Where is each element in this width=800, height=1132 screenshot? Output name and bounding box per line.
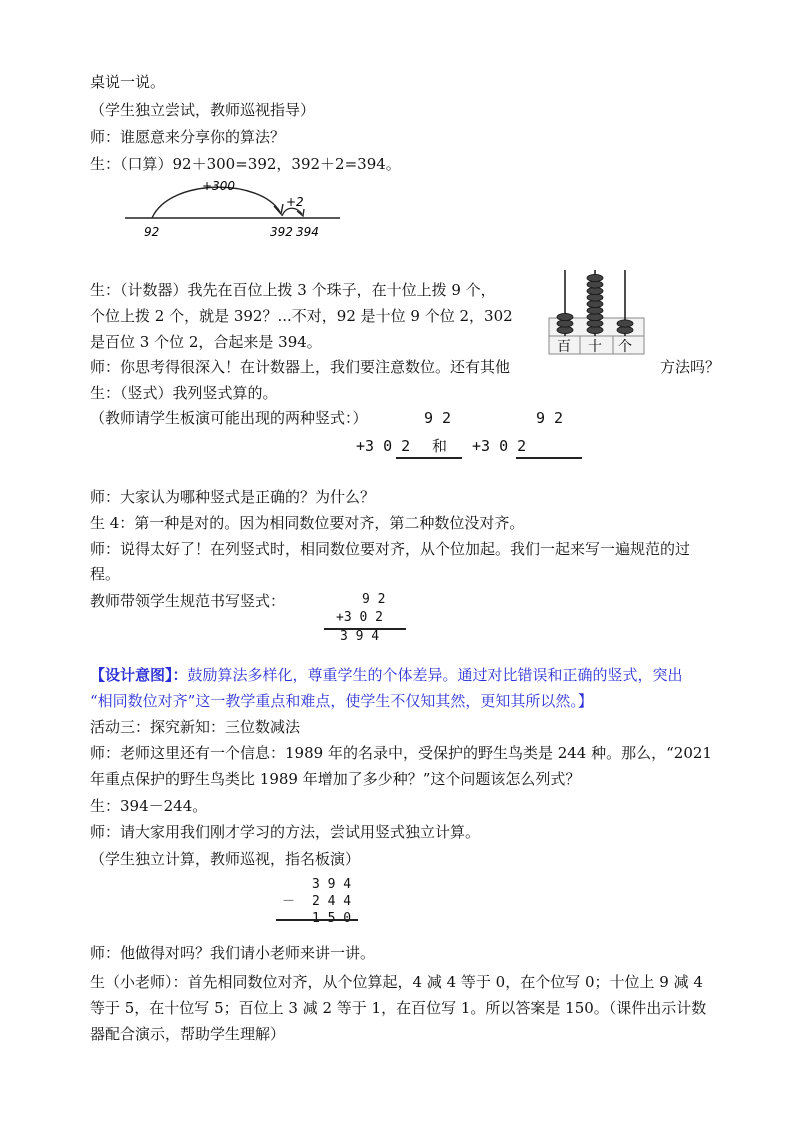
text-line: （教师请学生板演可能出现的两种竖式：）	[90, 409, 368, 427]
text-line: 是百位 3 个位 2，合起来是 394。	[90, 333, 322, 351]
abacus-bead	[617, 320, 633, 327]
text-line: 师：他做得对吗？我们请小老师来讲一讲。	[90, 944, 376, 962]
abacus-figure	[547, 268, 647, 358]
form-b-top: 9 2	[536, 409, 564, 427]
std-add-result: 3 9 4	[340, 629, 380, 644]
abacus-label-ones: 个	[618, 339, 632, 355]
jump-label-2: +2	[286, 195, 304, 209]
form-b-bottom: +3 0 2	[472, 437, 527, 455]
form-b-underline	[516, 457, 582, 459]
jump-label-300: +300	[202, 179, 235, 193]
sub-underline	[276, 919, 358, 921]
sub-operator: －	[282, 894, 296, 909]
text-line: 生：394－244。	[90, 797, 208, 815]
tick-label: 92	[144, 225, 160, 239]
text-line: （学生独立尝试，教师巡视指导）	[90, 101, 316, 119]
text-line: 师：说得太好了！在列竖式时，相同数位要对齐，从个位加起。我们一起来写一遍规范的过	[90, 540, 691, 558]
text-line: 师：请大家用我们刚才学习的方法，尝试用竖式独立计算。	[90, 823, 481, 841]
text-line: 生（小老师）：首先相同数位对齐，从个位算起，4 减 4 等于 0，在个位写 0；十位上 9 减 4	[90, 973, 703, 991]
sub-top: 3 9 4	[312, 877, 352, 892]
form-separator: 和	[432, 437, 448, 455]
text-line: 教师带领学生规范书写竖式：	[90, 592, 286, 610]
text-line: 生：（计数器）我先在百位上拨 3 个珠子，在十位上拨 9 个，	[90, 281, 496, 299]
abacus-bead	[587, 274, 603, 281]
design-intent-text: 鼓励算法多样化，尊重学生的个体差异。通过对比错误和正确的竖式，突出	[187, 666, 683, 684]
std-add-mid: +3 0 2	[336, 610, 383, 625]
tick-label: 394	[296, 225, 319, 239]
text-line: 师：谁愿意来分享你的算法？	[90, 128, 286, 146]
text-line: 方法吗？	[660, 358, 721, 376]
text-line: 个位上拨 2 个，就是 392？...不对，92 是十位 9 个位 2，302	[90, 307, 513, 325]
text-line: 程。	[90, 565, 121, 583]
text-line: 年重点保护的野生鸟类比 1989 年增加了多少种？”这个问题该怎么列式？	[90, 770, 581, 788]
text-line: 生 4：第一种是对的。因为相同数位要对齐，第二种数位没对齐。	[90, 514, 525, 532]
number-line-figure	[120, 176, 350, 246]
text-line: （学生独立计算，教师巡视，指名板演）	[90, 850, 361, 868]
std-add-top: 9 2	[362, 592, 386, 607]
design-intent-line-1	[90, 664, 683, 686]
text-line: 桌说一说。	[90, 73, 166, 91]
text-line: 生：（竖式）我列竖式算的。	[90, 384, 278, 402]
abacus-label-hundreds: 百	[557, 339, 571, 355]
form-a-bottom: +3 0 2	[356, 437, 411, 455]
text-line: 活动三：探究新知：三位数减法	[90, 718, 301, 736]
text-line: 师：大家认为哪种竖式是正确的？为什么？	[90, 488, 376, 506]
text-line: 器配合演示，帮助学生理解）	[90, 1025, 286, 1043]
form-a-top: 9 2	[424, 409, 452, 427]
abacus-bead	[557, 313, 573, 320]
abacus-label-tens: 十	[588, 339, 602, 355]
text-line: 师：老师这里还有一个信息：1989 年的名录中，受保护的野生鸟类是 244 种。那么，“2021	[90, 744, 712, 762]
tick-label: 392	[270, 225, 293, 239]
text-line: 师：你思考得很深入！在计数器上，我们要注意数位。还有其他	[90, 358, 511, 376]
design-intent-line-2: “相同数位对齐”这一教学重点和难点，使学生不仅知其然，更知其所以然。】	[90, 692, 593, 710]
sub-mid: 2 4 4	[312, 894, 352, 909]
form-a-underline	[396, 457, 462, 459]
text-line: 生：（口算）92＋300=392，392＋2=394。	[90, 155, 401, 173]
design-intent-label: 【设计意图】：	[90, 666, 188, 684]
text-line: 等于 5，在十位写 5；百位上 3 减 2 等于 1，在百位写 1。所以答案是 150。（课件出示计数	[90, 999, 707, 1017]
